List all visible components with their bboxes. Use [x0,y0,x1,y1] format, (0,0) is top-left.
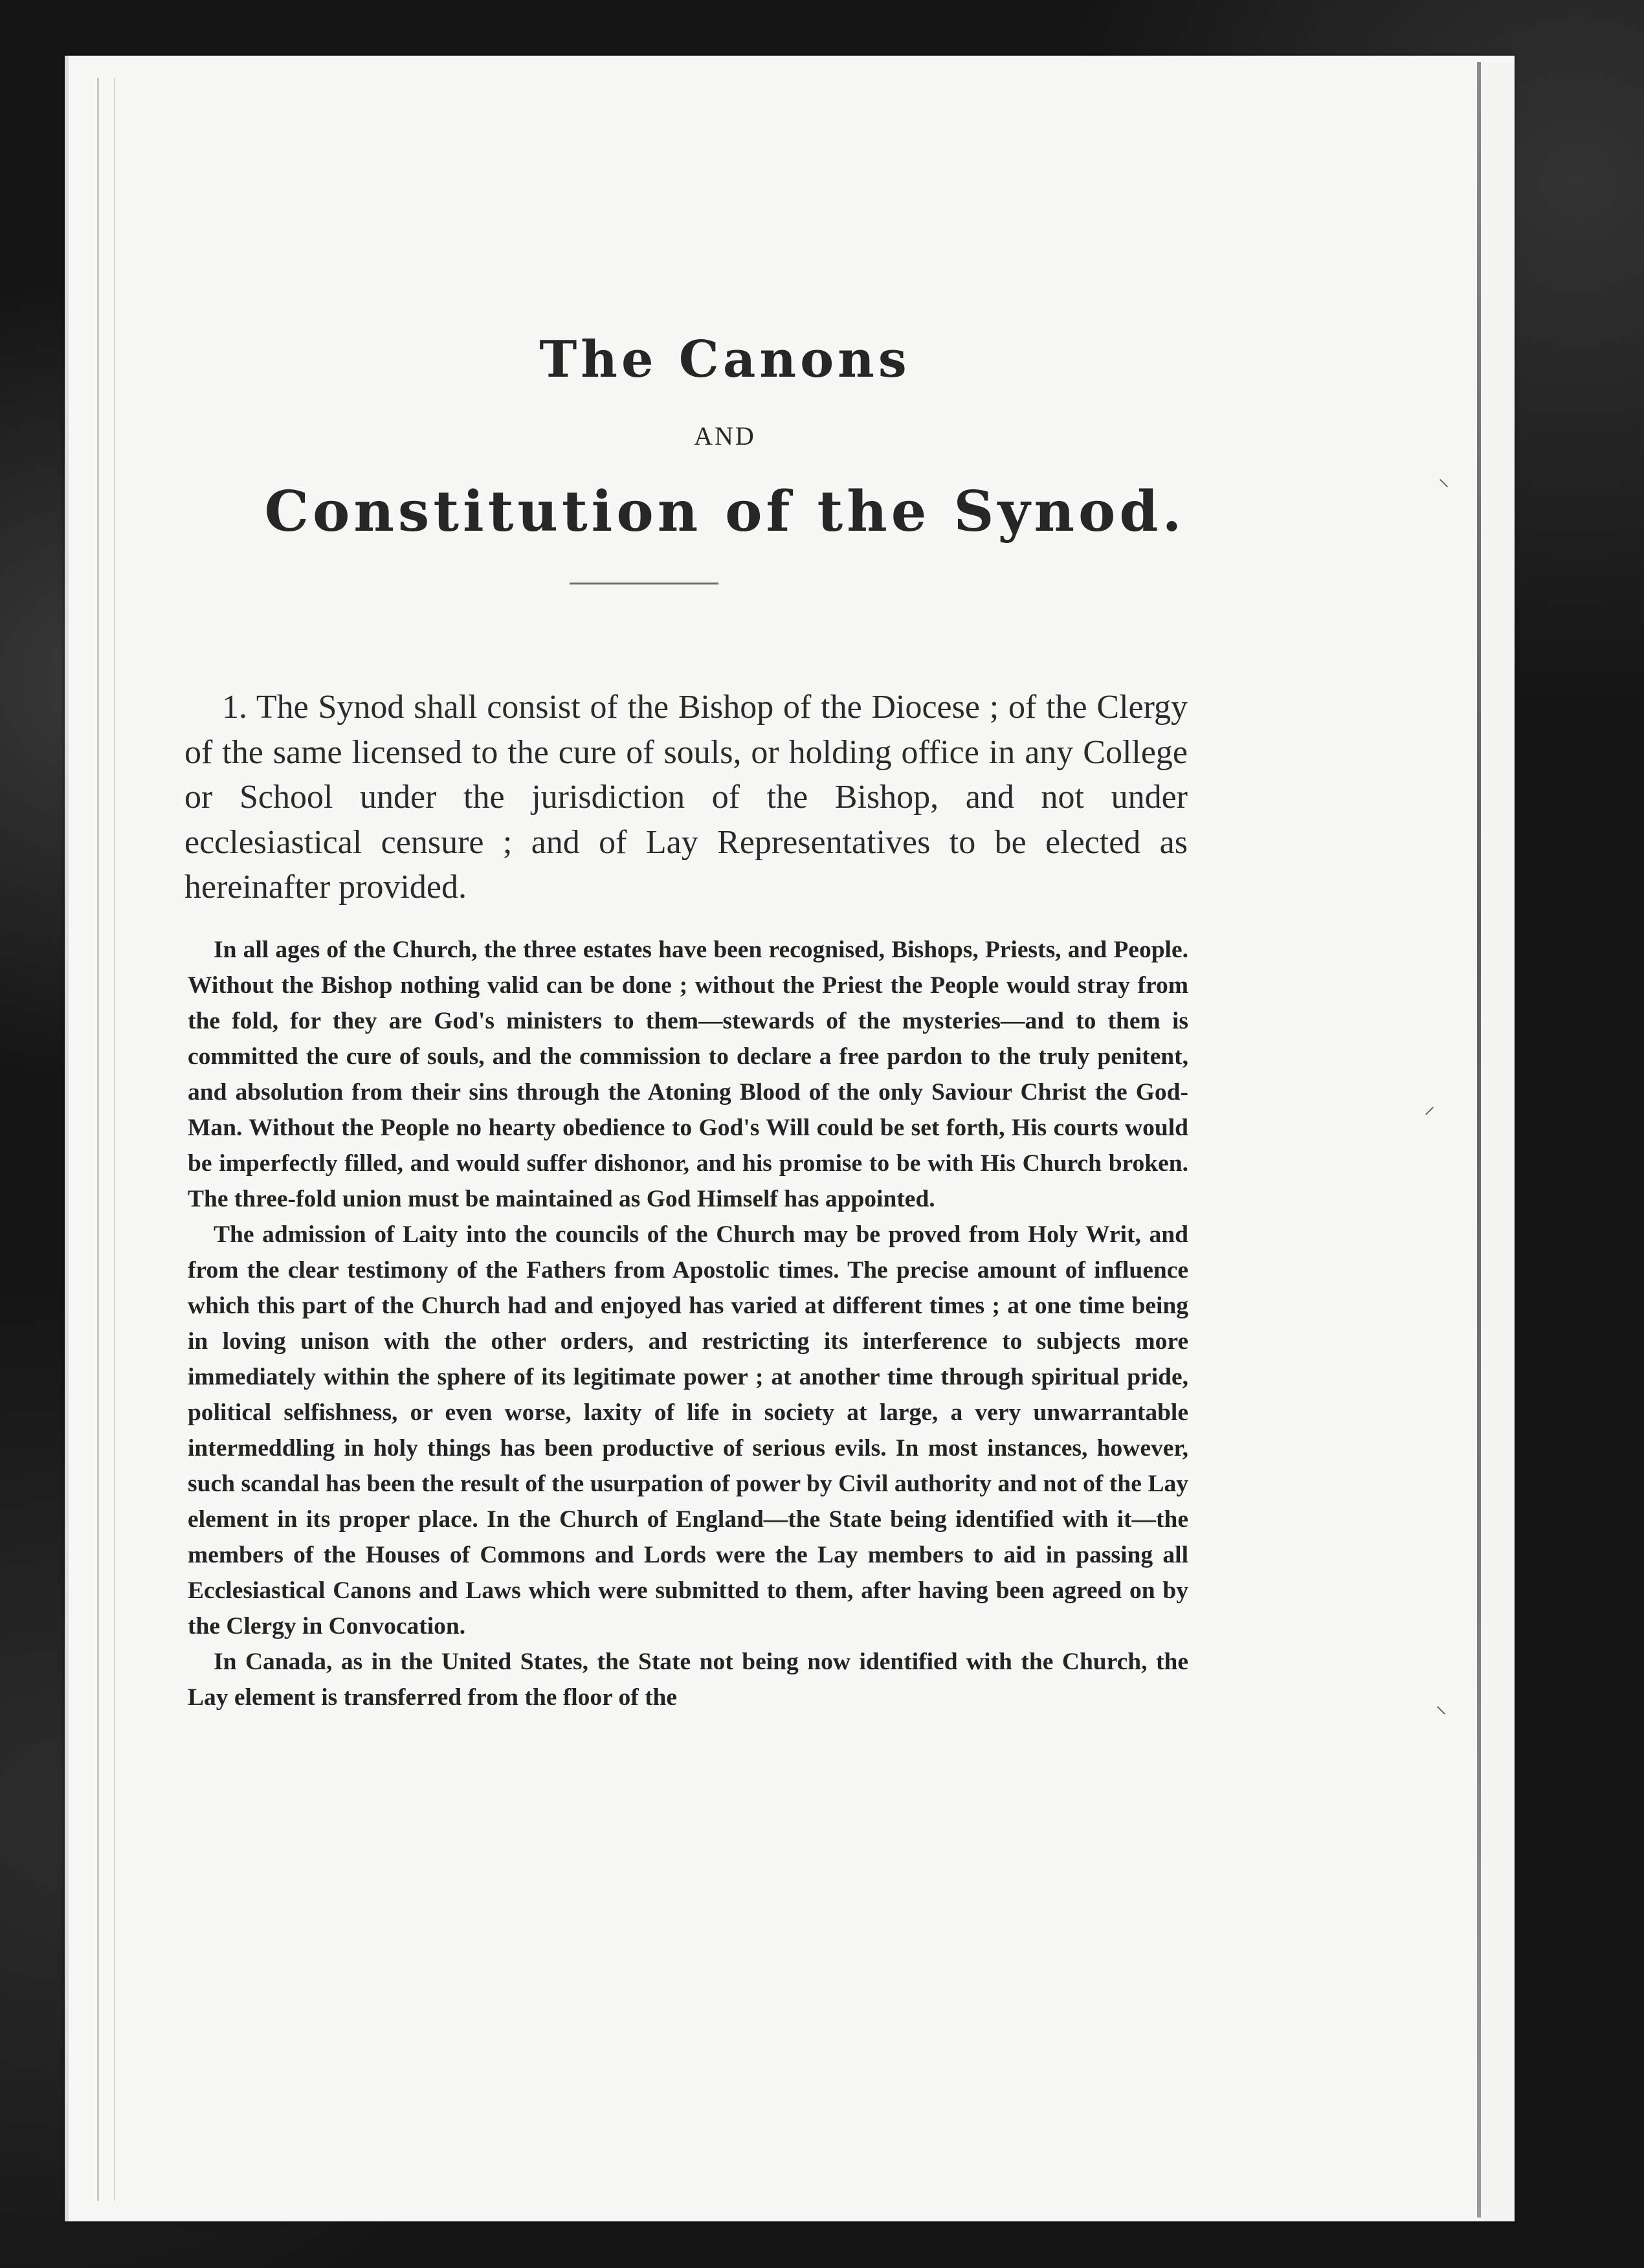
facing-page-strip [1481,62,1515,2221]
page-fold-line-inner [114,78,115,2201]
commentary-paragraph: The admission of Laity into the councils of the Church may be proved from Holy Writ, and from the clear testimony of the Fathers from Apostolic times. The precise amount of influence which this part of the Church had and enjoyed has varied at different times ; at one time being in loving unison with the other orders, and restricting its interference to subjects more immediately within the sphere of its legitimate power ; at another time through spiritual pride, political selfishness, or even worse, laxity of life in society at large, a very unwarrantable intermeddling in holy things has been productive of serious evils. In most instances, however, such scandal has been the result of the usurpation of power by Civil authority and not of the Lay element in its proper place. In the Church of England—the State being identified with it—the members of the Houses of Commons and Lords were the Lay members to aid in passing all Ecclesiastical Canons and Laws which were submitted to them, after having been agreed on by the Clergy in Convocation. [188,1221,1188,1640]
commentary-paragraph: In Canada, as in the United States, the State not being now identified with the Church, the Lay element is transferred from the floor of the [188,1649,1188,1711]
heading-title-line1: The Canons [539,330,911,389]
scan-mark: ⸜ [1436,1693,1447,1718]
scan-mark: ⸜ [1438,465,1449,491]
commentary-block [188,932,1188,1715]
page-gutter-shadow [1477,62,1481,2218]
page-fold-line [97,78,99,2201]
heading-rule [570,583,718,584]
canon-1-text: 1. The Synod shall consist of the Bishop of the Diocese ; of the Clergy of the same licensed to the cure of souls, or holding office in any College or School under the jurisdiction of the Bishop, and not under ecclesiastical censure ; and of Lay Representatives to be elected as hereinafter provided. [184,689,1188,906]
heading-title-line2: Constitution of the Synod. [264,479,1186,544]
heading-conjunction: AND [694,421,756,450]
scan-mark: ⸝ [1424,1093,1435,1119]
commentary-paragraph: In all ages of the Church, the three estates have been recognised, Bishops, Priests, and People. Without the Bishop nothing valid can be done ; without the Priest the People would stray from the fold, for they are God's ministers to them—stewards of the mysteries—and to them is committed the cure of souls, and the commission to declare a free pardon to the truly penitent, and absolution from their sins through the Atoning Blood of the only Saviour Christ the God-Man. Without the People no hearty obedience to God's Will could be set forth, His courts would be imperfectly filled, and would suffer dishonor, and his promise to be with His Church broken. The three-fold union must be maintained as God Himself has appointed. [188,937,1188,1212]
